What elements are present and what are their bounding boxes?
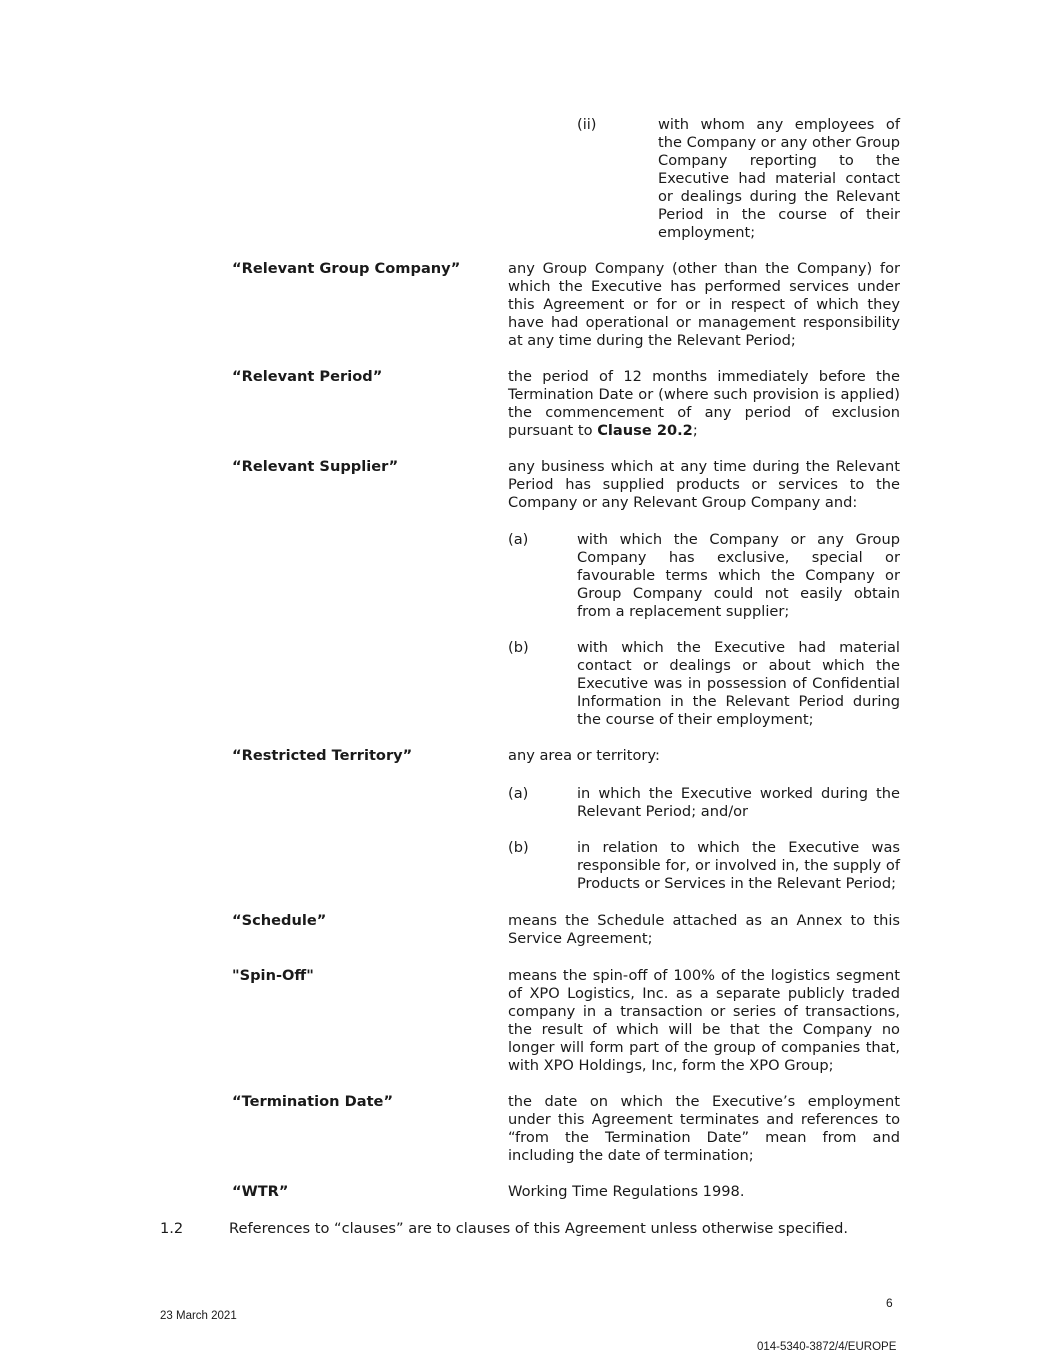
definition-term-relevant-supplier: “Relevant Supplier” xyxy=(232,458,399,475)
subitem-text: with which the Executive had material contact or dealings or about which the Executive was in possession of Confidential Information in the Relevant Period during the course of their employment; xyxy=(577,639,900,728)
definition-term-wtr: “WTR” xyxy=(232,1183,289,1200)
definition-term-restricted-territory: “Restricted Territory” xyxy=(232,747,413,764)
definition-term-relevant-group-company: “Relevant Group Company” xyxy=(232,260,461,277)
definition-term-schedule: “Schedule” xyxy=(232,912,327,929)
definition-term-termination-date: “Termination Date” xyxy=(232,1093,394,1110)
continuation-label: (ii) xyxy=(577,116,597,133)
definition-text-spin-off: means the spin-off of 100% of the logistics segment of XPO Logistics, Inc. as a separate publicly traded company in a transaction or series of transactions, the result of which will be that the Company no longer will form part of the group of companies that, with XPO Holdings, Inc, form the XPO Group; xyxy=(508,967,900,1074)
definition-text-relevant-period xyxy=(508,368,900,440)
definition-text-relevant-supplier: any business which at any time during the Relevant Period has supplied products or services to the Company or any Relevant Group Company and: xyxy=(508,458,900,511)
subitem-text: with which the Company or any Group Company has exclusive, special or favourable terms which the Company or Group Company could not easily obtain from a replacement supplier; xyxy=(577,531,900,620)
subitem-label: (b) xyxy=(508,639,529,656)
definition-text-part: ; xyxy=(692,422,698,439)
definition-text-wtr: Working Time Regulations 1998. xyxy=(508,1183,745,1200)
footer-date: 23 March 2021 xyxy=(160,1310,237,1322)
clause-reference: Clause 20.2 xyxy=(597,422,693,439)
subitem-label: (a) xyxy=(508,785,529,802)
definition-text-part: the period of 12 months immediately before the Termination Date or (where such provision is applied) the commencement of any period of exclusion pursuant to xyxy=(508,368,900,439)
definition-text-schedule: means the Schedule attached as an Annex to this Service Agreement; xyxy=(508,912,900,947)
continuation-text: with whom any employees of the Company or any other Group Company reporting to the Executive had material contact or dealings during the Relevant Period in the course of their employment; xyxy=(658,116,900,241)
definition-text-termination-date: the date on which the Executive’s employment under this Agreement terminates and references to “from the Termination Date” mean from and including the date of termination; xyxy=(508,1093,900,1164)
definition-term-spin-off: "Spin-Off" xyxy=(232,967,314,984)
subitem-label: (a) xyxy=(508,531,529,548)
clause-text: References to “clauses” are to clauses of this Agreement unless otherwise specified. xyxy=(229,1220,848,1237)
subitem-text: in which the Executive worked during the Relevant Period; and/or xyxy=(577,785,900,820)
clause-number: 1.2 xyxy=(160,1220,184,1237)
definition-text-relevant-group-company: any Group Company (other than the Company) for which the Executive has performed services under this Agreement or for or in respect of which they have had operational or management responsibility at any time during the Relevant Period; xyxy=(508,260,900,349)
subitem-label: (b) xyxy=(508,839,529,856)
definition-text-restricted-territory: any area or territory: xyxy=(508,747,660,764)
subitem-text: in relation to which the Executive was responsible for, or involved in, the supply of Products or Services in the Relevant Period; xyxy=(577,839,900,892)
definition-term-relevant-period: “Relevant Period” xyxy=(232,368,383,385)
document-reference: 014-5340-3872/4/EUROPE xyxy=(757,1341,897,1353)
page-number: 6 xyxy=(886,1296,893,1310)
